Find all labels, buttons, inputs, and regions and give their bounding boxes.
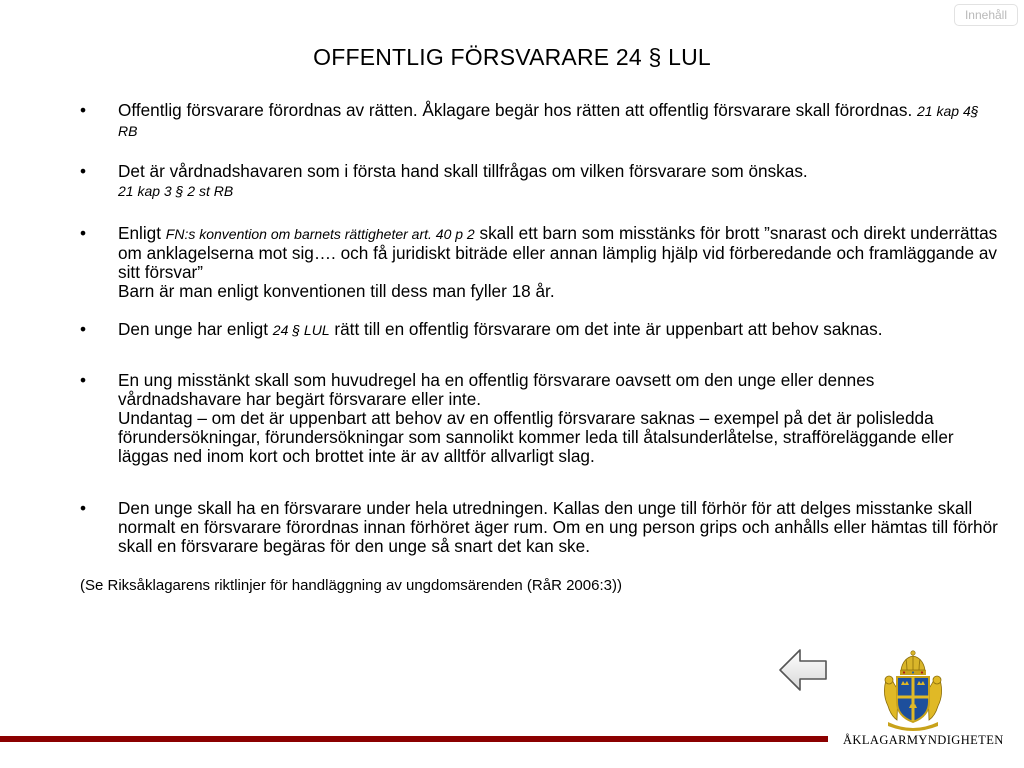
agency-logotype: ÅKLAGARMYNDIGHETEN: [843, 733, 1004, 747]
bullet-text: Offentlig försvarare förordnas av rätten. Åklagare begär hos rätten att offentlig försvarare skall förordnas.: [118, 100, 918, 120]
legal-reference: FN:s konvention om barnets rättigheter art. 40 p 2: [165, 226, 475, 242]
bullet-item: [80, 371, 1000, 466]
bullet-item: [80, 101, 1000, 141]
footer-divider: [0, 736, 828, 742]
slide-title: OFFENTLIG FÖRSVARARE 24 § LUL: [313, 44, 711, 70]
bullet-text: Den unge har enligt: [118, 319, 273, 339]
bullet-text: Den unge skall ha en försvarare under hela utredningen. Kallas den unge till förhör för att delges misstanke skall normalt en försvarare förordnas innan förhöret äger rum. Om en ung person grips och anhålls eller hämtas till förhör skall en försvarare begäras för den unge så snart det kan ske.: [118, 498, 998, 556]
slide-body: [80, 101, 1000, 595]
bullet-item: [80, 224, 1000, 301]
bullet-item: [80, 320, 1000, 340]
coat-of-arms-icon: [880, 650, 946, 732]
bullet-text: rätt till en offentlig försvarare om det inte är uppenbart att behov saknas.: [329, 319, 883, 339]
bullet-text: skall ett barn som misstänks för brott ”snarast och direkt underrättas om anklagelserna mot sig…. och få juridiskt biträde eller annan lämplig hjälp vid förberedande och framläggande av sitt försvar”: [118, 223, 998, 282]
bullet-text-line: Undantag – om det är uppenbart att behov av en offentlig försvarare saknas – exempel på det är polisledda förundersökningar, förundersökningar som sannolikt kommer leda till åtalsunderlåtelse, strafföreläggande eller läggas ned inom kort och brottet inte är av alltför allvarligt slag.: [118, 408, 954, 466]
bullet-text: Det är vårdnadshavaren som i första hand skall tillfrågas om vilken försvarare som önskas.: [118, 161, 808, 181]
legal-reference: 21 kap 4§ RB: [118, 103, 979, 139]
back-arrow-icon[interactable]: [778, 648, 828, 692]
bullet-text: Enligt: [118, 223, 166, 243]
legal-reference: 24 § LUL: [272, 322, 330, 338]
bullet-item: [80, 499, 1000, 556]
contents-button[interactable]: Innehåll: [954, 4, 1018, 26]
bullet-item: [80, 162, 1000, 201]
bullet-text: En ung misstänkt skall som huvudregel ha en offentlig försvarare oavsett om den unge eller dennes vårdnadshavare har begärt försvarare eller inte.: [118, 370, 875, 409]
source-footnote: (Se Riksåklagarens riktlinjer för handläggning av ungdomsärenden (RåR 2006:3)): [80, 577, 622, 594]
legal-reference: 21 kap 3 § 2 st RB: [118, 183, 234, 199]
bullet-text-line: Barn är man enligt konventionen till dess man fyller 18 år.: [118, 281, 555, 301]
